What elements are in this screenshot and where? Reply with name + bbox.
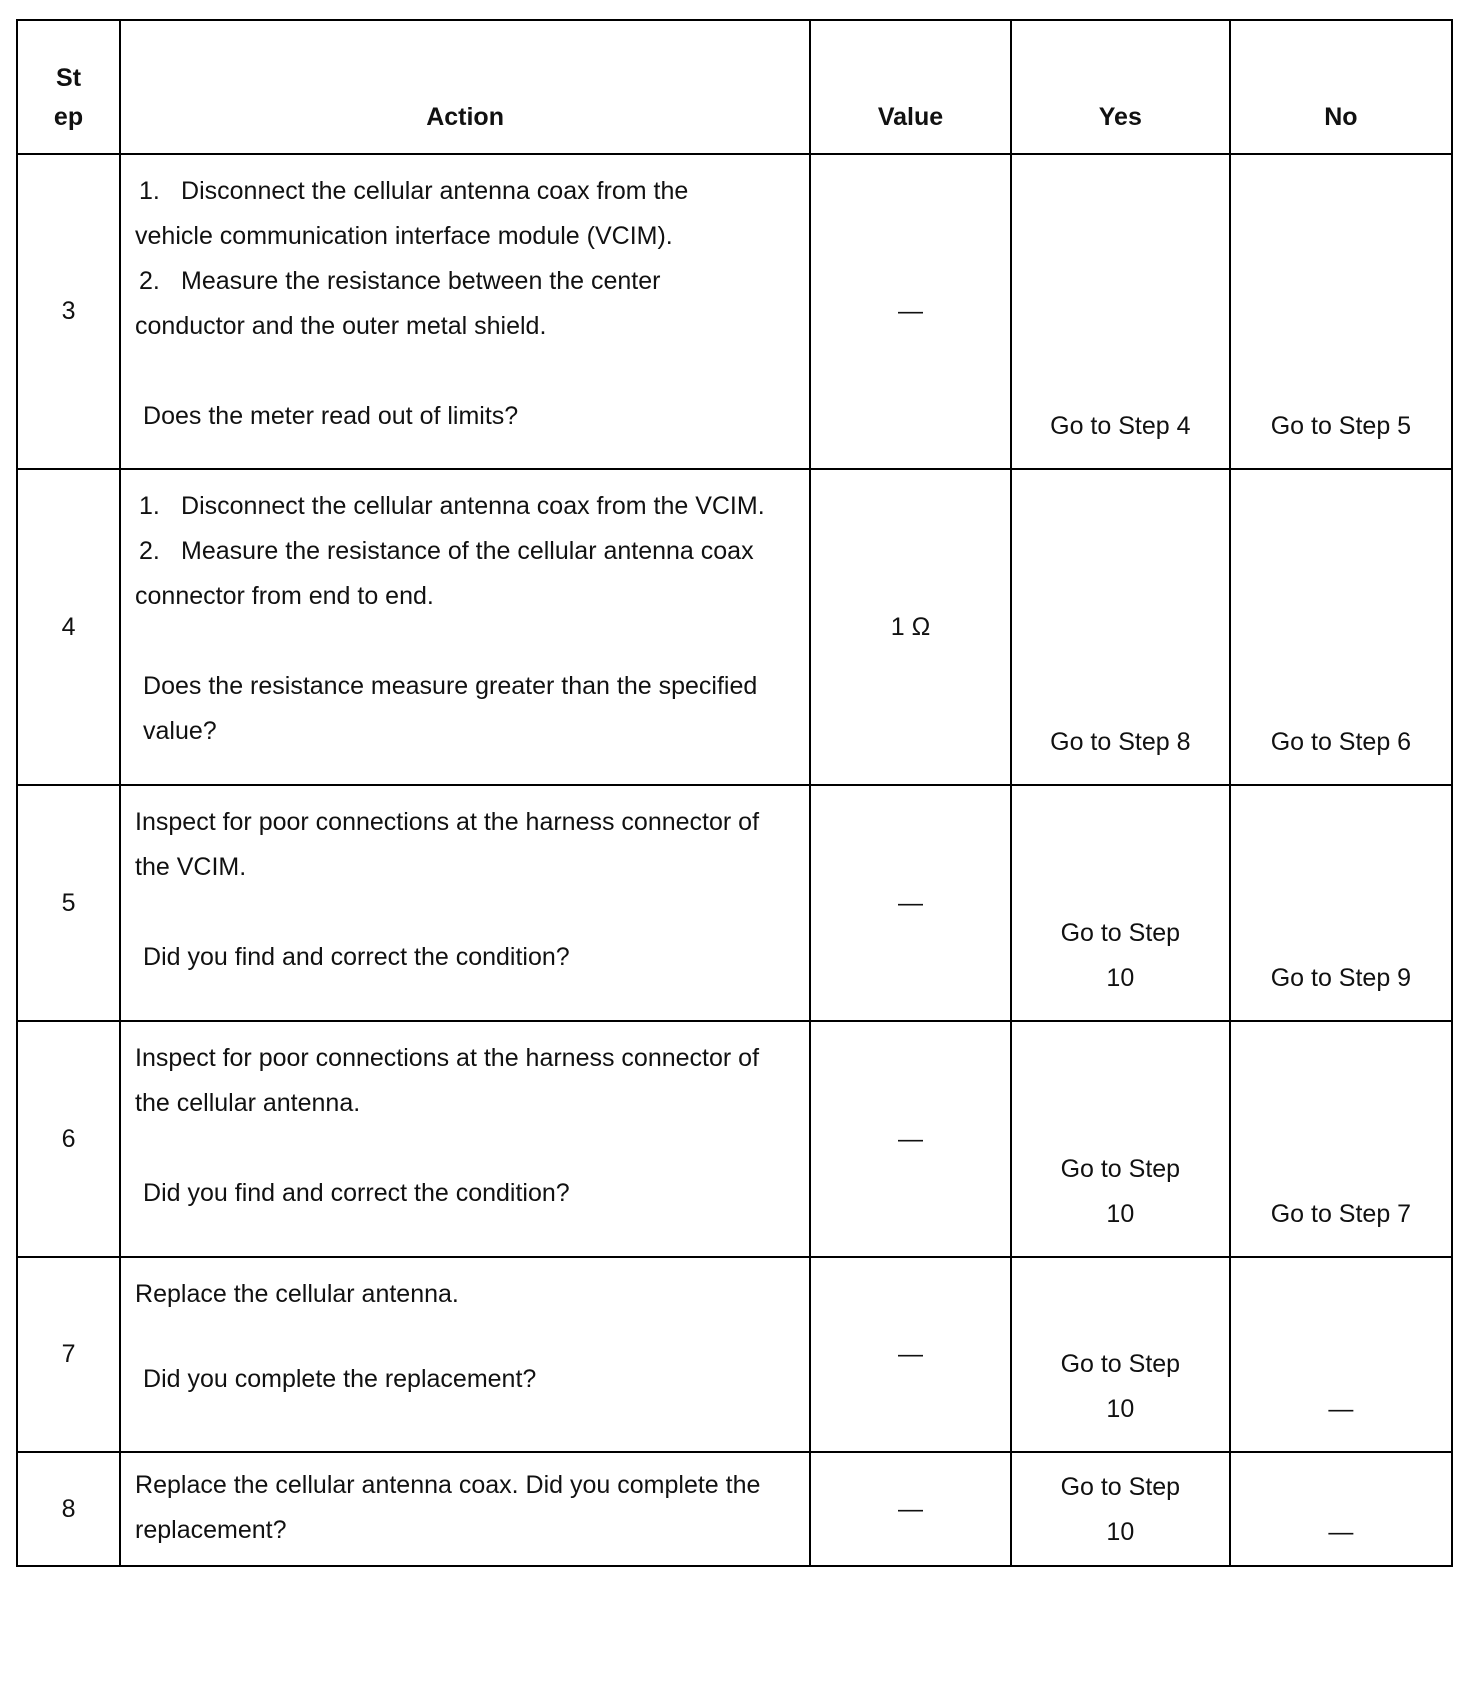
header-no: No [1230, 20, 1452, 154]
yes-cell: Go to Step 4 [1011, 154, 1230, 469]
no-cell: Go to Step 7 [1230, 1021, 1452, 1257]
table-row [17, 1257, 1452, 1452]
action-item: 2. Measure the resistance of the cellular antenna coax connector from end to end. [135, 537, 754, 610]
action-question: Did you find and correct the condition? [143, 1179, 570, 1207]
action-cell [120, 1021, 810, 1257]
table-row [17, 469, 1452, 785]
header-row [17, 20, 1452, 154]
no-cell: Go to Step 5 [1230, 154, 1452, 469]
action-cell [120, 1452, 810, 1566]
action-cell [120, 785, 810, 1021]
value-cell: — [810, 1021, 1011, 1257]
action-cell [120, 154, 810, 469]
no-cell: Go to Step 9 [1230, 785, 1452, 1021]
table-row [17, 1452, 1452, 1566]
action-text: Replace the cellular antenna. [135, 1280, 459, 1308]
step-number: 5 [17, 785, 120, 1021]
header-action: Action [120, 20, 810, 154]
step-number: 6 [17, 1021, 120, 1257]
step-number: 4 [17, 469, 120, 785]
action-item: 2. Measure the resistance between the center conductor and the outer metal shield. [135, 267, 661, 340]
header-step: St ep [17, 20, 120, 154]
action-question: Does the meter read out of limits? [143, 402, 519, 430]
value-cell: — [810, 785, 1011, 1021]
yes-cell: Go to Step 10 [1011, 1257, 1230, 1452]
action-text: Replace the cellular antenna coax. Did you complete the replacement? [135, 1471, 761, 1544]
header-yes: Yes [1011, 20, 1230, 154]
value-cell: — [810, 1257, 1011, 1452]
diagnostic-table [16, 19, 1453, 1567]
yes-cell: Go to Step 8 [1011, 469, 1230, 785]
no-cell: Go to Step 6 [1230, 469, 1452, 785]
action-text: Inspect for poor connections at the harness connector of the cellular antenna. [135, 1044, 760, 1117]
table-row [17, 1021, 1452, 1257]
action-item: 1. Disconnect the cellular antenna coax from the VCIM. [139, 492, 765, 520]
value-cell: — [810, 1452, 1011, 1566]
step-number: 7 [17, 1257, 120, 1452]
no-cell: — [1230, 1257, 1452, 1452]
step-number: 8 [17, 1452, 120, 1566]
action-question: Did you find and correct the condition? [143, 943, 570, 971]
action-cell [120, 1257, 810, 1452]
table-row [17, 785, 1452, 1021]
header-value: Value [810, 20, 1011, 154]
value-cell: — [810, 154, 1011, 469]
no-cell: — [1230, 1452, 1452, 1566]
action-cell [120, 469, 810, 785]
action-question: Did you complete the replacement? [143, 1365, 537, 1393]
yes-cell: Go to Step 10 [1011, 1021, 1230, 1257]
step-number: 3 [17, 154, 120, 469]
yes-cell: Go to Step 10 [1011, 1452, 1230, 1566]
table-row [17, 154, 1452, 469]
action-question: Does the resistance measure greater than the specified value? [143, 672, 758, 745]
value-cell: 1 Ω [810, 469, 1011, 785]
action-item: 1. Disconnect the cellular antenna coax from the vehicle communication interface module (VCIM). [135, 177, 689, 250]
action-text: Inspect for poor connections at the harness connector of the VCIM. [135, 808, 760, 881]
yes-cell: Go to Step 10 [1011, 785, 1230, 1021]
